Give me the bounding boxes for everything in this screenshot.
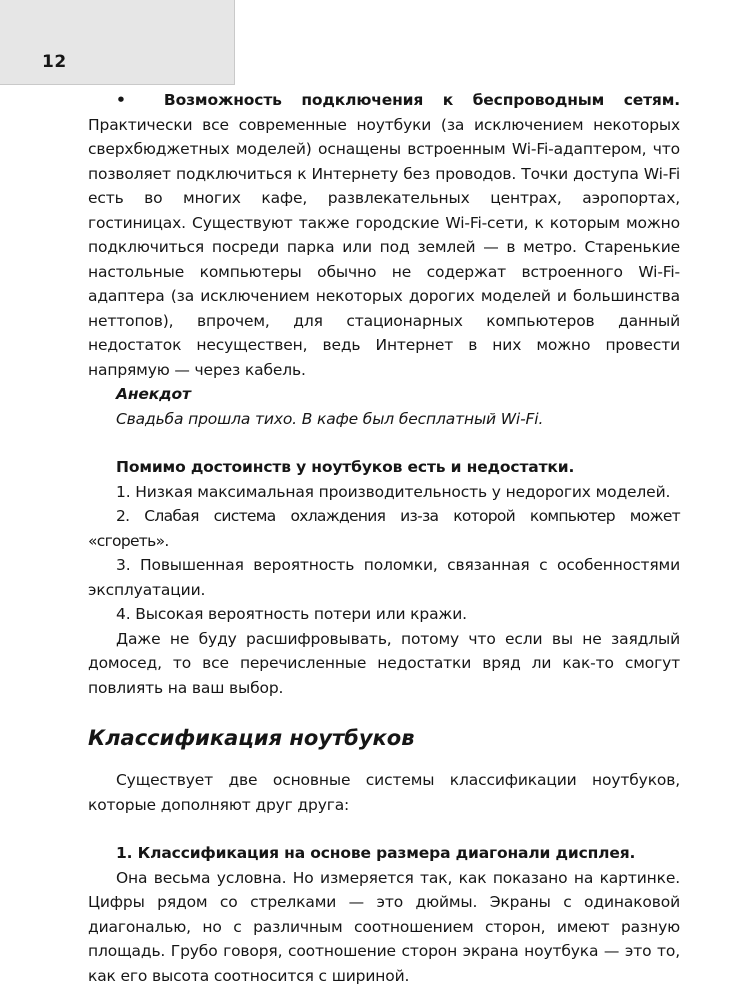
anecdote-text: Свадьба прошла тихо. В кафе был бесплатный Wi-Fi. — [116, 409, 544, 428]
page-content — [88, 88, 680, 988]
section-subheading: 1. Классификация на основе размера диагонали дисплея. — [116, 844, 636, 862]
bullet-marker: • — [116, 91, 126, 109]
bullet-text: Практически все современные ноутбуки (за исключением некоторых сверхбюджетных моделей) оснащены встроенным Wi-Fi-адаптером, что позволяет подключиться к Интернету без проводов. Точки доступа Wi-Fi есть во многих кафе, развлекательных центрах, аэропортах, гостиницах. Существуют также городские Wi-Fi-сети, к которым можно подключиться посреди парка или под землей — в метро. Старенькие настольные компьютеры обычно не содержат встроенного Wi-Fi-адаптера (за исключением некоторых дорогих моделей и большинства неттопов), впрочем, для стационарных компьютеров данный недостаток несуществен, ведь Интернет в них можно провести напрямую — через кабель. — [88, 115, 680, 379]
spacer — [88, 700, 680, 724]
drawback-item-4: 4. Высокая вероятность потери или кражи. — [116, 605, 467, 623]
page-number: 12 — [42, 52, 67, 72]
anecdote-title: Анекдот — [116, 385, 191, 403]
drawback-item-2: 2. Слабая система охлаждения из-за которой компьютер может «сгореть». — [88, 507, 680, 550]
bullet-title: Возможность подключения к беспроводным сетям. — [163, 91, 680, 109]
section-intro: Существует две основные системы классификации ноутбуков, которые дополняют друг друга: — [88, 771, 680, 814]
drawbacks-heading: Помимо достоинств у ноутбуков есть и недостатки. — [116, 458, 575, 476]
section-body: Она весьма условна. Но измеряется так, как показано на картинке. Цифры рядом со стрелками — это дюймы. Экраны с одинаковой диагональю, но с различным соотношением сторон, имеют разную площадь. Грубо говоря, соотношение сторон экрана ноутбука — это то, как его высота соотносится с шириной. — [88, 868, 680, 985]
section-title: Классификация ноутбуков — [88, 726, 415, 750]
bullet-paragraph — [88, 88, 680, 382]
drawback-item-3: 3. Повышенная вероятность поломки, связанная с особенностями эксплуатации. — [88, 556, 680, 599]
spacer — [88, 752, 680, 768]
spacer — [88, 817, 680, 841]
page-number-tab — [0, 0, 235, 85]
drawback-item-1: 1. Низкая максимальная производительность у недорогих моделей. — [116, 482, 671, 501]
spacer — [88, 431, 680, 455]
drawbacks-conclusion: Даже не буду расшифровывать, потому что если вы не заядлый домосед, то все перечисленные недостатки вряд ли как-то смогут повлиять на ваш выбор. — [88, 629, 680, 697]
